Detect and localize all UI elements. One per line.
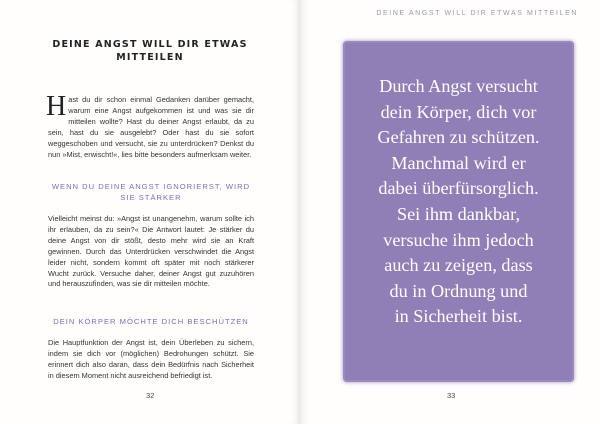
subheading-body-protects: DEIN KÖRPER MÖCHTE DICH BESCHÜTZEN [53, 317, 249, 326]
quote-line: dabei überfürsorglich. [378, 178, 539, 199]
page-number-right: 33 [447, 391, 456, 400]
intro-paragraph [46, 91, 254, 160]
paragraph-body-protects: Die Hauptfunktion der Angst ist, dein Überleben zu sichern, indem sie dich vor (möglichen) Bedrohungen schützt. Sie erinnert dich also daran, dass dein Bedürfnis nach Sicherheit in diesem Moment nicht ausreichend befriedigt ist. [48, 338, 254, 380]
intro-text: ast du dir schon einmal Gedanken darüber gemacht, warum eine Angst aufgekommen ist und was sie dir mitteilen wollte? Hast du deiner Angst erlaubt, da zu sein, hast du sie ausgelebt? Oder hast du sie sofort weggeschoben und versucht, sie zu unterdrücken? Denkst du nun »Mist, erwischt!«, lies bitte besonders aufmerksam weiter. [48, 95, 254, 159]
quote-line: Sei ihm dankbar, [396, 203, 521, 224]
quote-line: Gefahren zu schützen. [377, 127, 540, 148]
running-header: DEINE ANGST WILL DIR ETWAS MITTEILEN [376, 10, 578, 17]
page-number-left: 32 [146, 391, 155, 400]
drop-cap: H [46, 91, 67, 122]
quote-text [345, 74, 572, 330]
quote-line: Manchmal wird er [391, 152, 526, 173]
quote-line: versuche ihm jedoch [383, 229, 534, 250]
quote-line: dein Körper, dich vor [380, 101, 537, 122]
quote-line: Durch Angst versucht [379, 76, 538, 96]
quote-box [345, 43, 572, 380]
subheading-ignore-fear: WENN DU DEINE ANGST IGNORIERST, WIRD SIE STÄRKER [51, 182, 251, 202]
quote-line: du in Ordnung und [389, 280, 528, 301]
quote-line: in Sicherheit bist. [394, 306, 523, 327]
chapter-title: DEINE ANGST WILL DIR ETWAS MITTEILEN [52, 39, 248, 63]
quote-line: auch zu zeigen, dass [384, 255, 533, 276]
paragraph-ignore-fear: Vielleicht meinst du: »Angst ist unangenehm, warum sollte ich ihr erlauben, da zu sein?« Die Antwort lautet: Je stärker du deine Angst von dir stößt, desto mehr wird sie an Kraft gewinnen. Durch das Unterdrücken verschwindet die Angst leider nicht, sondern kommt oft später mit noch stärkerer Wucht zurück. Versuche daher, deiner Angst gut zuzuhören und herauszufinden, was sie dir mitteilen möchte. [48, 214, 254, 289]
